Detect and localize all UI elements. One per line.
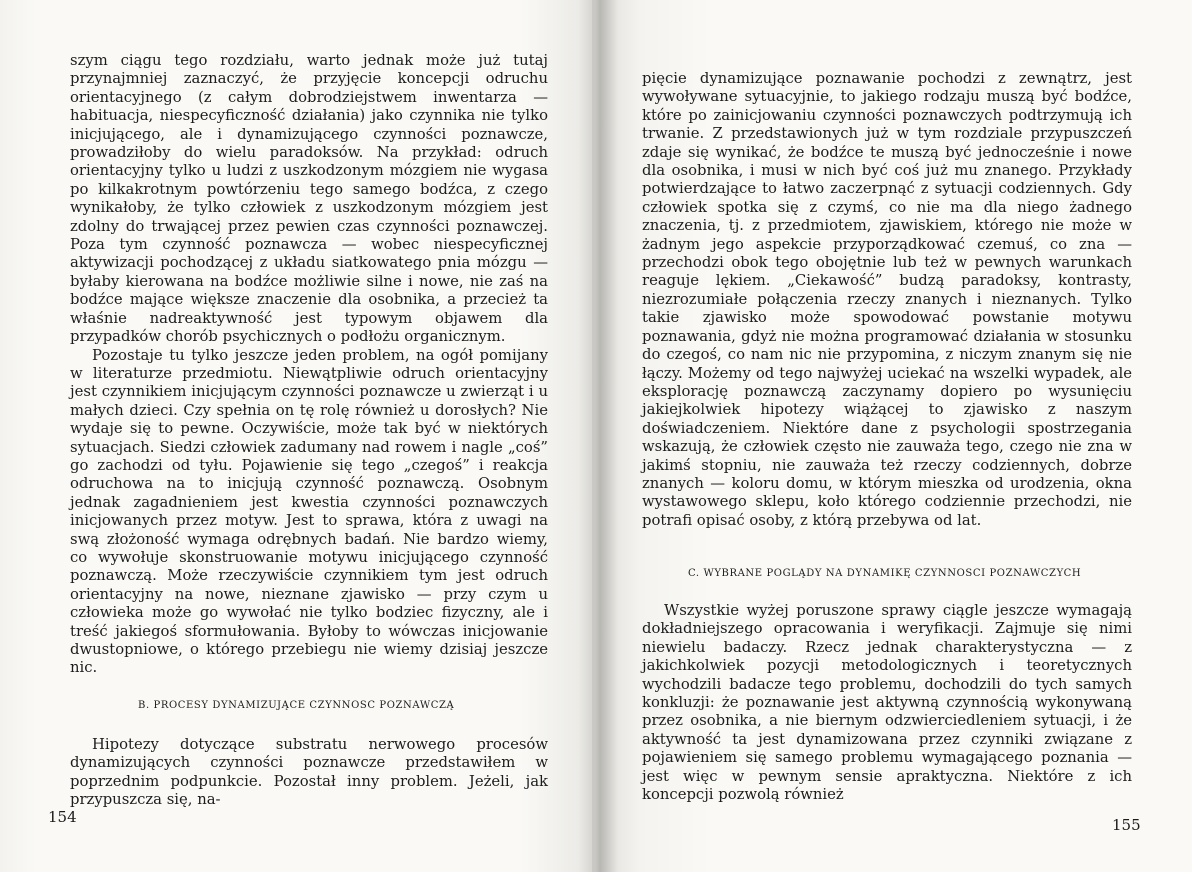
book-gutter-shadow [578,0,618,872]
right-paragraph-2: Wszystkie wyżej poruszone sprawy ciągle jeszcze wymagają dokładniejszego opracowania i weryfikacji. Zajmuje się nimi niewielu badaczy. Rzecz jednak charakterystyczna — z jakichkolwiek pozycji metodologicznych i teoretycznych wychodzili badacze tego problemu, dochodzili do tych samych konkluzji: że poznawanie jest aktywną czynnością wykonywaną przez osobnika, a nie biernym odzwierciedleniem sytuacji, i że aktywność ta jest dynamizowana przez czynniki związane z pojawieniem się samego problemu wymagającego poznania — jest więc w pewnym sensie apraktyczna. Niektóre z ich koncepcji pozwolą również [642,602,1132,804]
right-page [592,0,1192,872]
section-heading-c: C. WYBRANE POGLĄDY NA DYNAMIKĘ CZYNNOSCI POZNAWCZYCH [688,568,1082,579]
right-page-main-text [642,70,1132,530]
left-page-bottom-text [70,736,548,810]
left-page-main-text [70,52,548,678]
right-paragraph-1: pięcie dynamizujące poznawanie pochodzi z zewnątrz, jest wywoływane sytuacyjnie, to jakiego rodzaju muszą być bodźce, które po zainicjowaniu czynności poznawczych podtrzymują ich trwanie. Z przedstawionych już w tym rozdziale przypuszczeń zdaje się wynikać, że bodźce te muszą być jednocześnie i nowe dla osobnika, i musi w nich być coś już mu znanego. Przykłady potwierdzające to łatwo zaczerpnąć z sytuacji codziennych. Gdy człowiek spotka się z czymś, co nie ma dla niego żadnego znaczenia, tj. z przedmiotem, zjawiskiem, którego nie może w żadnym jego aspekcie przyporządkować czemuś, co zna — przechodzi obok tego obojętnie lub też w pewnych warunkach reaguje lękiem. „Ciekawość” budzą paradoksy, kontrasty, niezrozumiałe połączenia rzeczy znanych i nieznanych. Tylko takie zjawisko może spowodować powstanie motywu poznawania, gdyż nie można programować działania w stosunku do czegoś, co nam nic nie przypomina, z niczym znanym się nie łączy. Możemy od tego najwyżej uciekać na wszelki wypadek, ale eksplorację poznawczą zaczynamy dopiero po wysunięciu jakiejkolwiek hipotezy wiążącej to zjawisko z naszym doświadczeniem. Niektóre dane z psychologii spostrzegania wskazują, że człowiek często nie zauważa tego, czego nie zna w jakimś stopniu, nie zauważa też rzeczy codziennych, dobrze znanych — koloru domu, w którym mieszka od urodzenia, okna wystawowego sklepu, koło którego codziennie przechodzi, nie potrafi opisać osoby, z którą przebywa od lat. [642,70,1132,529]
left-page [0,0,592,872]
right-page-bottom-text [642,602,1132,804]
left-paragraph-3: Hipotezy dotyczące substratu nerwowego procesów dynamizujących czynności poznawcze przedstawiłem w poprzednim podpunkcie. Pozostał inny problem. Jeżeli, jak przypuszcza się, na- [70,736,548,809]
left-paragraph-1: szym ciągu tego rozdziału, warto jednak może już tutaj przynajmniej zaznaczyć, że przyjęcie koncepcji odruchu orientacyjnego (z całym dobrodziejstwem inwentarza — habituacja, niespecyficzność działania) jako czynnika nie tylko inicjującego, ale i dynamizującego czynności poznawcze, prowadziłoby do wielu paradoksów. Na przykład: odruch orientacyjny tylko u ludzi z uszkodzonym mózgiem nie wygasa po kilkakrotnym powtórzeniu tego samego bodźca, z czego wynikałoby, że tylko człowiek z uszkodzonym mózgiem jest zdolny do trwającej przez pewien czas czynności poznawczej. Poza tym czynność poznawcza — wobec niespecyficznej aktywizacji pochodzącej z układu siatkowatego pnia mózgu — byłaby kierowana na bodźce możliwie silne i nowe, nie zaś na bodźce mające większe znaczenie dla osobnika, a przecież ta właśnie nadreaktywność jest typowym objawem dla przypadków chorób psychicznych o podłożu organicznym. [70,52,548,346]
left-paragraph-2: Pozostaje tu tylko jeszcze jeden problem, na ogół pomijany w literaturze przedmiotu. Niewątpliwie odruch orientacyjny jest czynnikiem inicjującym czynności poznawcze u zwierząt i u małych dzieci. Czy spełnia on tę rolę również u dorosłych? Nie wydaje się to pewne. Oczywiście, może tak być w niektórych sytuacjach. Siedzi człowiek zadumany nad rowem i nagle „coś” go zachodzi od tyłu. Pojawienie się tego „czegoś” i reakcja odruchowa na to inicjują czynność poznawczą. Osobnym jednak zagadnieniem jest kwestia czynności poznawczych inicjowanych przez motyw. Jest to sprawa, która z uwagi na swą złożoność wymaga odrębnych badań. Nie bardzo wiemy, co wywołuje skonstruowanie motywu inicjującego czynność poznawczą. Może rzeczywiście czynnikiem tym jest odruch orientacyjny na nowe, nieznane zjawisko — przy czym u człowieka może go wywołać nie tylko bodziec fizyczny, ale i treść jakiegoś sformułowania. Byłoby to wówczas inicjowanie dwustopniowe, o którego przebiegu nie wiemy dzisiaj jeszcze nic. [70,346,548,677]
page-number-right: 155 [1112,816,1141,834]
page-number-left: 154 [48,808,77,826]
section-heading-b: B. PROCESY DYNAMIZUJĄCE CZYNNOSC POZNAWCZĄ [138,700,455,711]
